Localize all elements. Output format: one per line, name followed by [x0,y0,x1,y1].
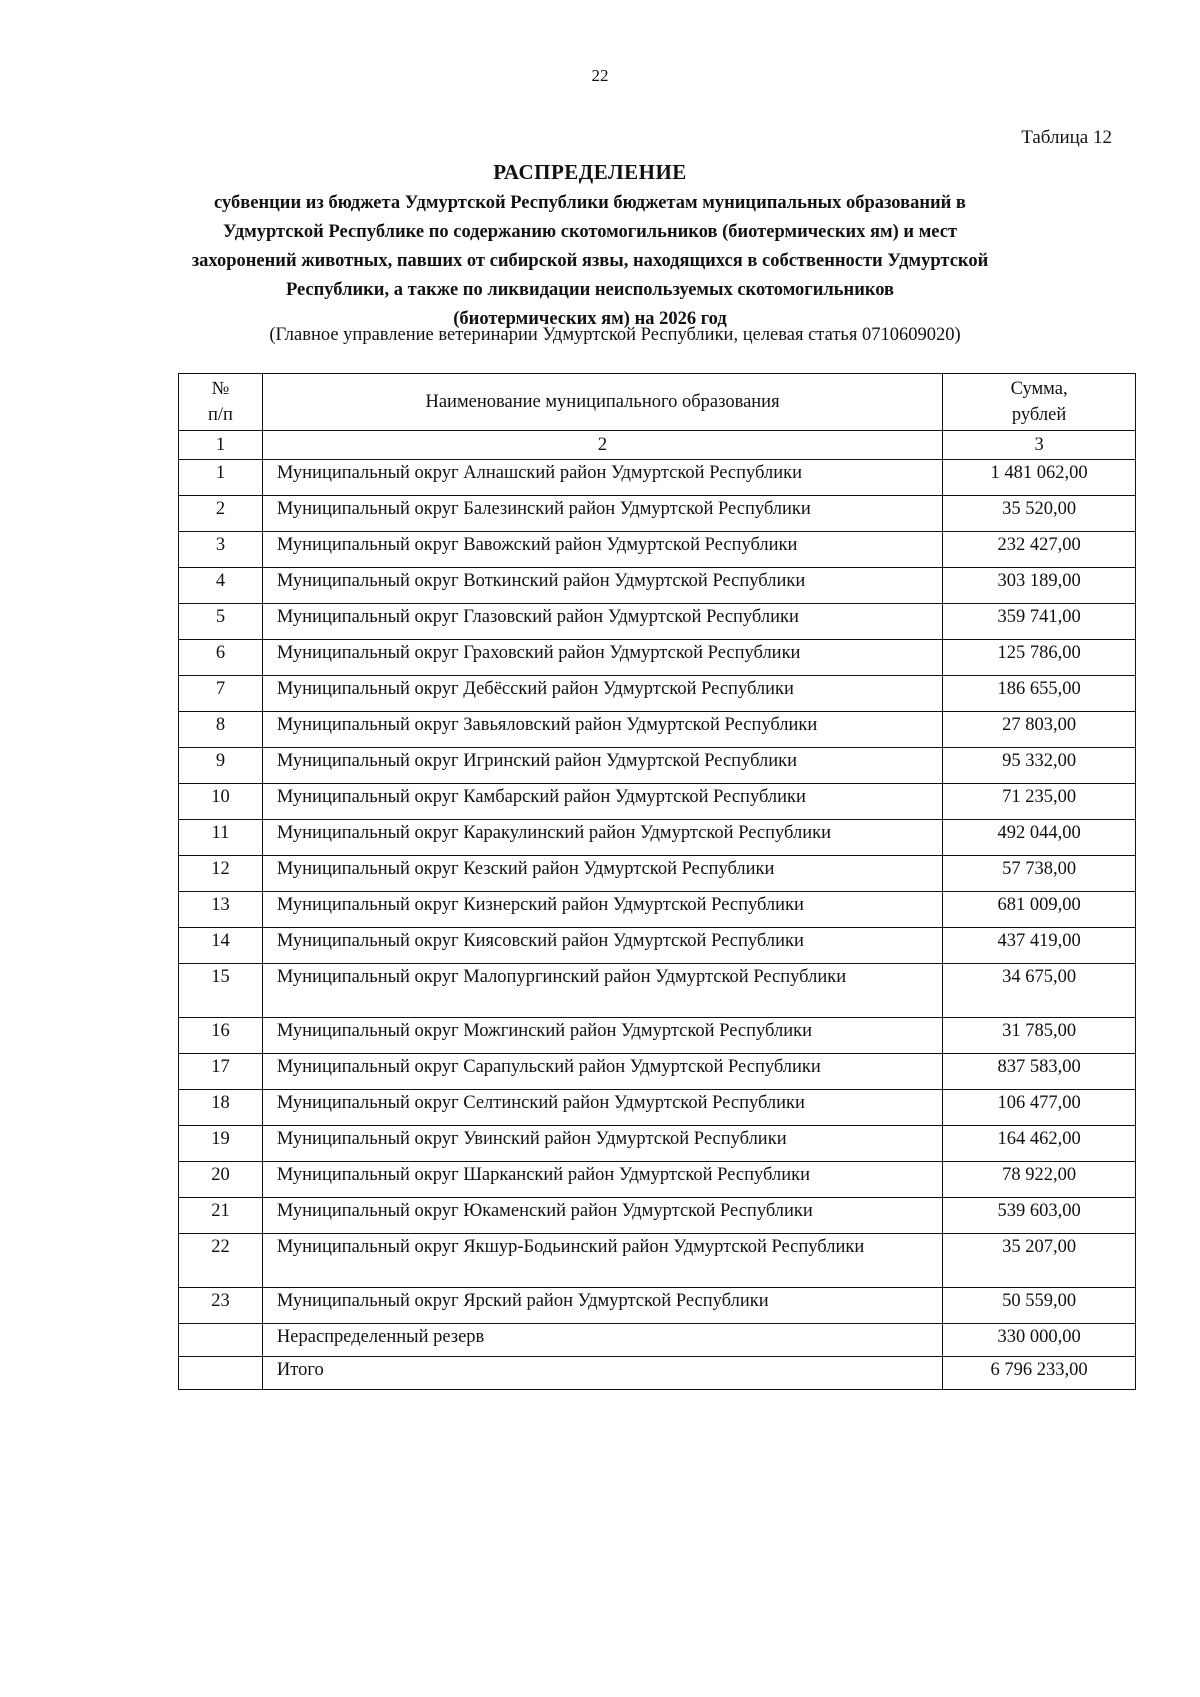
authority-note: (Главное управление ветеринарии Удмуртской Республики, целевая статья 0710609020) [269,325,961,345]
amount: 539 603,00 [943,1198,1136,1234]
municipality-name: Муниципальный округ Увинский район Удмуртской Республики [262,1126,942,1162]
municipality-name: Муниципальный округ Граховский район Удмуртской Республики [262,640,942,676]
table-row [179,1126,1136,1162]
table-row [179,640,1136,676]
amount: 232 427,00 [943,532,1136,568]
amount: 50 559,00 [943,1288,1136,1324]
empty-cell [179,1324,263,1357]
table-row [179,1090,1136,1126]
row-number: 4 [179,568,263,604]
header-amount-line1: Сумма, [1010,379,1068,399]
header-amount [943,374,1136,431]
total-label: Итого [262,1357,942,1390]
table-row [179,712,1136,748]
reserve-row [179,1324,1136,1357]
column-number-row [179,431,1136,460]
table-row [179,1054,1136,1090]
amount: 27 803,00 [943,712,1136,748]
municipality-name: Муниципальный округ Кезский район Удмуртской Республики [262,856,942,892]
header-number-line1: № [211,379,230,399]
municipality-name: Муниципальный округ Якшур-Бодьинский район Удмуртской Республики [262,1234,942,1288]
row-number: 2 [179,496,263,532]
municipality-name: Муниципальный округ Селтинский район Удмуртской Республики [262,1090,942,1126]
reserve-amount: 330 000,00 [943,1324,1136,1357]
total-amount: 6 796 233,00 [943,1357,1136,1390]
amount: 34 675,00 [943,964,1136,1018]
municipality-name: Муниципальный округ Вавожский район Удмуртской Республики [262,532,942,568]
row-number: 11 [179,820,263,856]
municipality-name: Муниципальный округ Юкаменский район Удмуртской Республики [262,1198,942,1234]
subtitle-line: Удмуртской Республике по содержанию скотомогильников (биотермических ям) и мест [222,222,958,242]
table-row [179,1018,1136,1054]
row-number: 13 [179,892,263,928]
table-row [179,1162,1136,1198]
header-amount-line2: рублей [1011,405,1067,425]
municipality-name: Муниципальный округ Камбарский район Удмуртской Республики [262,784,942,820]
row-number: 1 [179,460,263,496]
amount: 95 332,00 [943,748,1136,784]
subtitle-line: (биотермических ям) на 2026 год [453,309,727,329]
municipality-name: Муниципальный округ Кизнерский район Удмуртской Республики [262,892,942,928]
municipality-name: Муниципальный округ Дебёсский район Удмуртской Республики [262,676,942,712]
municipality-name: Муниципальный округ Каракулинский район Удмуртской Республики [262,820,942,856]
municipality-name: Муниципальный округ Игринский район Удмуртской Республики [262,748,942,784]
municipality-name: Муниципальный округ Малопургинский район Удмуртской Республики [262,964,942,1018]
amount: 106 477,00 [943,1090,1136,1126]
row-number: 8 [179,712,263,748]
table-header-row [179,374,1136,431]
row-number: 22 [179,1234,263,1288]
amount: 125 786,00 [943,640,1136,676]
header-number-line2: п/п [207,405,233,425]
row-number: 19 [179,1126,263,1162]
amount: 35 520,00 [943,496,1136,532]
row-number: 17 [179,1054,263,1090]
table-row [179,568,1136,604]
table-row [179,1234,1136,1288]
table-label: Таблица 12 [1021,127,1112,148]
amount: 303 189,00 [943,568,1136,604]
municipality-name: Муниципальный округ Завьяловский район Удмуртской Республики [262,712,942,748]
document-subtitle [150,189,1030,334]
amount: 437 419,00 [943,928,1136,964]
row-number: 7 [179,676,263,712]
table-row [179,532,1136,568]
amount: 186 655,00 [943,676,1136,712]
row-number: 15 [179,964,263,1018]
row-number: 16 [179,1018,263,1054]
municipality-name: Муниципальный округ Киясовский район Удмуртской Республики [262,928,942,964]
amount: 31 785,00 [943,1018,1136,1054]
column-number: 1 [179,431,263,460]
row-number: 14 [179,928,263,964]
row-number: 18 [179,1090,263,1126]
amount: 681 009,00 [943,892,1136,928]
amount: 78 922,00 [943,1162,1136,1198]
municipality-name: Муниципальный округ Шарканский район Удмуртской Республики [262,1162,942,1198]
amount: 71 235,00 [943,784,1136,820]
municipality-name: Муниципальный округ Алнашский район Удмуртской Республики [262,460,942,496]
table-row [179,1288,1136,1324]
amount: 57 738,00 [943,856,1136,892]
column-number: 2 [262,431,942,460]
distribution-table [178,373,1136,1390]
column-number: 3 [943,431,1136,460]
amount: 1 481 062,00 [943,460,1136,496]
empty-cell [179,1357,263,1390]
table-row [179,784,1136,820]
row-number: 20 [179,1162,263,1198]
table-row [179,964,1136,1018]
municipality-name: Муниципальный округ Воткинский район Удмуртской Республики [262,568,942,604]
table-row [179,1198,1136,1234]
row-number: 6 [179,640,263,676]
municipality-name: Муниципальный округ Ярский район Удмуртской Республики [262,1288,942,1324]
row-number: 21 [179,1198,263,1234]
row-number: 23 [179,1288,263,1324]
row-number: 10 [179,784,263,820]
amount: 492 044,00 [943,820,1136,856]
subtitle-line: субвенции из бюджета Удмуртской Республики бюджетам муниципальных образований в [214,193,966,213]
municipality-name: Муниципальный округ Сарапульский район Удмуртской Республики [262,1054,942,1090]
table-row [179,604,1136,640]
page-number: 22 [591,66,609,85]
total-row [179,1357,1136,1390]
reserve-label: Нераспределенный резерв [262,1324,942,1357]
header-name: Наименование муниципального образования [262,374,942,431]
amount: 837 583,00 [943,1054,1136,1090]
row-number: 9 [179,748,263,784]
table-row [179,676,1136,712]
table-row [179,496,1136,532]
amount: 164 462,00 [943,1126,1136,1162]
amount: 35 207,00 [943,1234,1136,1288]
row-number: 3 [179,532,263,568]
table-row [179,820,1136,856]
municipality-name: Муниципальный округ Глазовский район Удмуртской Республики [262,604,942,640]
table-row [179,856,1136,892]
table-row [179,748,1136,784]
table-row [179,460,1136,496]
table-row [179,892,1136,928]
subtitle-line: захоронений животных, павших от сибирской язвы, находящихся в собственности Удмуртской [191,251,989,271]
header-number [179,374,263,431]
table-row [179,928,1136,964]
municipality-name: Муниципальный округ Можгинский район Удмуртской Республики [262,1018,942,1054]
row-number: 5 [179,604,263,640]
municipality-name: Муниципальный округ Балезинский район Удмуртской Республики [262,496,942,532]
amount: 359 741,00 [943,604,1136,640]
document-title: РАСПРЕДЕЛЕНИЕ [493,160,687,184]
title-block [150,160,1030,334]
subtitle-line: Республики, а также по ликвидации неиспользуемых скотомогильников [285,280,895,300]
row-number: 12 [179,856,263,892]
